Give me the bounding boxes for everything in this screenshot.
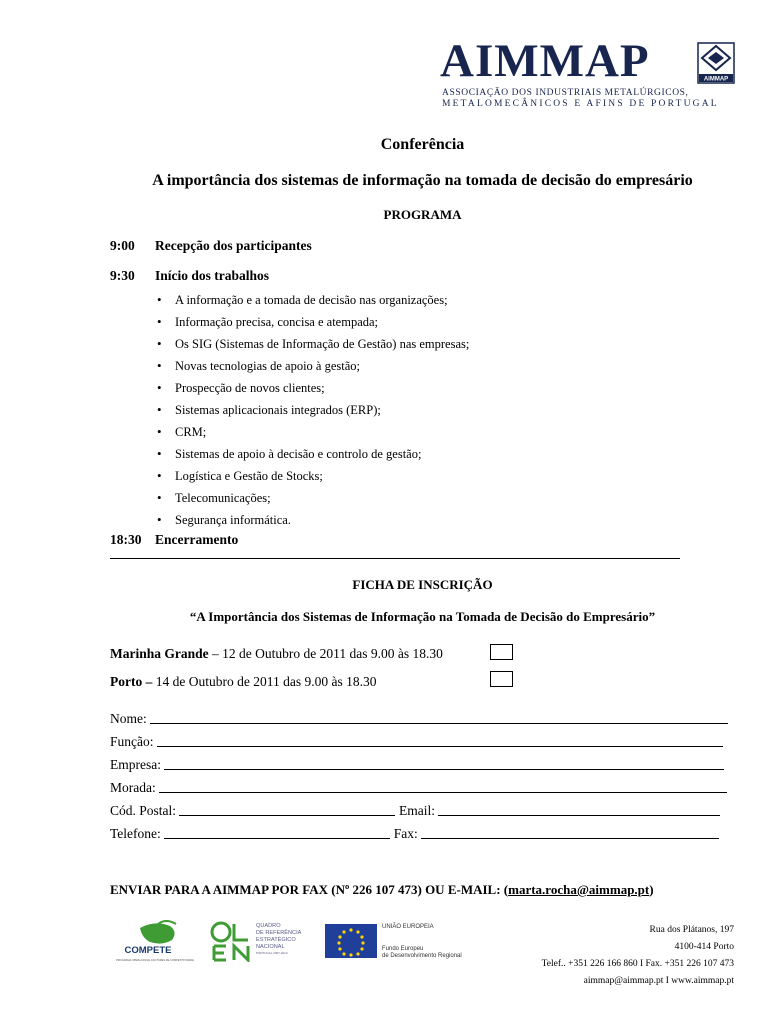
send-text: ENVIAR PARA A AIMMAP POR FAX (Nº 226 107 473) OU E-MAIL: (	[110, 882, 509, 897]
schedule-time: 9:30	[110, 268, 135, 283]
qren-line: QUADRO	[256, 923, 281, 929]
address-line: Telef.. +351 226 166 860 I Fax. +351 226 107 473	[541, 959, 734, 969]
empresa-input[interactable]	[164, 756, 724, 770]
form-quote: “A Importância dos Sistemas de Informação na Tomada de Decisão do Empresário”	[189, 609, 656, 624]
session-checkbox-porto[interactable]	[490, 671, 513, 687]
contact-email-link[interactable]: marta.rocha@aimmap.pt	[508, 882, 650, 897]
schedule-label: Encerramento	[155, 532, 239, 547]
empresa-label: Empresa:	[110, 757, 161, 772]
aimmap-logo-wordmark: AIMMAP	[440, 35, 650, 87]
conference-title: A importância dos sistemas de informação na tomada de decisão do empresário	[152, 172, 693, 189]
morada-input[interactable]	[159, 779, 727, 793]
programa-heading: PROGRAMA	[383, 207, 462, 222]
divider	[110, 558, 680, 559]
compete-label: COMPETE	[124, 945, 172, 956]
address-line: 4100-414 Porto	[674, 942, 734, 952]
session-detail: 12 de Outubro de 2011 das 9.00 às 18.30	[222, 646, 443, 661]
session-option-porto	[110, 674, 376, 690]
funcao-field	[110, 732, 723, 750]
conference-label: Conferência	[380, 136, 465, 153]
fax-input[interactable]	[421, 825, 719, 839]
qren-line: DE REFERÊNCIA	[256, 930, 302, 936]
nome-label: Nome:	[110, 711, 147, 726]
address-line: Rua dos Plátanos, 197	[649, 925, 734, 935]
aimmap-emblem-icon	[697, 42, 735, 84]
compete-sub: PROGRAMA OPERACIONAL FACTORES DE COMPETITIVIDADE	[116, 959, 194, 962]
qren-logo	[210, 920, 320, 962]
form-heading: FICHA DE INSCRIÇÃO	[352, 577, 493, 592]
association-name-line1: ASSOCIAÇÃO DOS INDUSTRIAIS METALÚRGICOS,	[442, 88, 689, 98]
cod-postal-input[interactable]	[179, 802, 395, 816]
empresa-field	[110, 755, 724, 773]
eu-fund-1: Fundo Europeu	[382, 946, 424, 952]
nome-field	[110, 709, 728, 727]
schedule-label: Recepção dos participantes	[155, 238, 312, 253]
list-item: • Sistemas de apoio à decisão e controlo de gestão;	[155, 443, 469, 465]
compete-logo	[110, 920, 200, 964]
email-label: Email:	[399, 803, 436, 818]
topics-list	[155, 289, 469, 531]
send-instructions	[110, 882, 654, 898]
schedule-label: Início dos trabalhos	[155, 268, 270, 283]
schedule-time: 9:00	[110, 238, 135, 253]
send-close: )	[649, 882, 654, 897]
schedule-time: 18:30	[110, 532, 142, 547]
qren-line: PORTUGAL 2007-2013	[256, 951, 288, 955]
list-item: • Segurança informática.	[155, 509, 469, 531]
morada-field	[110, 778, 727, 796]
association-name	[442, 88, 719, 110]
qren-line: ESTRATÉGICO	[256, 937, 296, 943]
funcao-label: Função:	[110, 734, 154, 749]
nome-input[interactable]	[150, 710, 728, 724]
list-item: • Telecomunicações;	[155, 487, 469, 509]
session-place: Marinha Grande	[110, 646, 209, 661]
eu-logo	[325, 920, 480, 960]
address-line: aimmap@aimmap.pt I www.aimmap.pt	[583, 976, 734, 986]
telefone-label: Telefone:	[110, 826, 161, 841]
telefone-field	[110, 824, 719, 842]
telefone-input[interactable]	[164, 825, 390, 839]
schedule-item	[110, 238, 312, 254]
list-item: • A informação e a tomada de decisão nas organizações;	[155, 289, 469, 311]
list-item: • Informação precisa, concisa e atempada;	[155, 311, 469, 333]
cod-postal-label: Cód. Postal:	[110, 803, 177, 818]
email-input[interactable]	[438, 802, 720, 816]
association-name-line2: METALOMECÂNICOS E AFINS DE PORTUGAL	[442, 99, 719, 109]
qren-line: NACIONAL	[256, 944, 285, 950]
session-option-marinha-grande	[110, 646, 443, 662]
session-checkbox-marinha-grande[interactable]	[490, 644, 513, 660]
emblem-text: AIMMAP	[703, 76, 729, 83]
cod-postal-field	[110, 801, 720, 819]
session-sep: –	[208, 646, 223, 661]
address-block	[542, 922, 734, 990]
eu-fund-2: de Desenvolvimento Regional	[382, 953, 462, 959]
eu-title: UNIÃO EUROPEIA	[382, 924, 434, 930]
list-item: • Os SIG (Sistemas de Informação de Gestão) nas empresas;	[155, 333, 469, 355]
list-item: • Logística e Gestão de Stocks;	[155, 465, 469, 487]
funcao-input[interactable]	[157, 733, 723, 747]
list-item: • Novas tecnologias de apoio à gestão;	[155, 355, 469, 377]
list-item: • Prospecção de novos clientes;	[155, 377, 469, 399]
list-item: • Sistemas aplicacionais integrados (ERP);	[155, 399, 469, 421]
list-item: • CRM;	[155, 421, 469, 443]
schedule-item	[110, 532, 238, 548]
fax-label: Fax:	[393, 826, 418, 841]
session-detail: 14 de Outubro de 2011 das 9.00 às 18.30	[155, 674, 377, 689]
morada-label: Morada:	[110, 780, 156, 795]
session-place: Porto –	[110, 674, 153, 689]
schedule-item	[110, 268, 269, 284]
